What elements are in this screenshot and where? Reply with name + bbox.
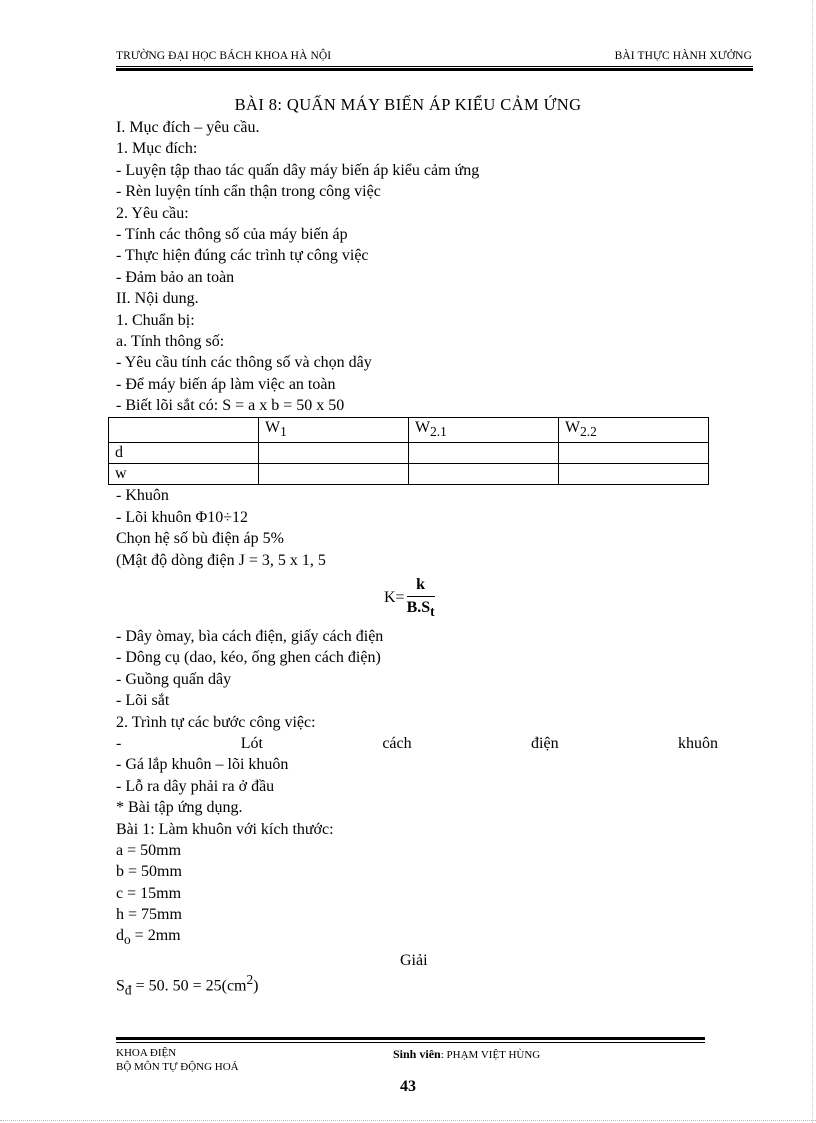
formula-k [384, 576, 435, 620]
text-line: - Đảm bảo an toàn [116, 268, 235, 286]
footer-subdept: BỘ MÔN TỰ ĐỘNG HOÁ [116, 1060, 239, 1073]
table-cell [259, 464, 409, 485]
text-line: b = 50mm [116, 863, 182, 881]
text-line: 1. Mục đích: [116, 140, 198, 158]
text-line: 1. Chuẩn bị: [116, 311, 195, 329]
header-rule-thin [116, 66, 753, 67]
formula-fraction [407, 576, 435, 620]
text-line-d0: $d_o = 2mm$ [116, 927, 181, 948]
text-line: - Biết lõi sắt có: S = a x b = 50 x 50 [116, 397, 345, 415]
text-line: - Yêu cầu tính các thông số và chọn dây [116, 354, 372, 372]
parameter-table [108, 417, 709, 485]
text-line: Bài 1: Làm khuôn với kích thước: [116, 820, 334, 838]
text-line: - Dây òmay, bìa cách điện, giấy cách điện [116, 628, 384, 645]
text-line: - Luyện tập thao tác quấn dây máy biến áp kiểu cảm ứng [116, 161, 480, 179]
page-title: BÀI 8: QUẤN MÁY BIẾN ÁP KIỂU CẢM ỨNG [234, 95, 582, 114]
footer-dept: KHOA ĐIỆN [116, 1047, 177, 1059]
formula-numerator: k [407, 576, 435, 597]
student-name: : PHẠM VIỆT HÙNG [440, 1049, 541, 1061]
content-block-bottom [116, 626, 718, 947]
text-line: - Khuôn [116, 487, 169, 504]
page-number: 43 [400, 1078, 416, 1095]
text-line: a = 50mm [116, 841, 182, 859]
content-block-top [116, 117, 716, 416]
area-formula: $S_đ = 50$. $50 = 25(cm^2)$ [116, 972, 259, 998]
table-cell [559, 443, 709, 464]
text-line: a. Tính thông số: [116, 332, 225, 350]
justified-word: Lót [240, 734, 263, 752]
table-cell: w [109, 464, 259, 485]
text-line: - Lõi sắt [116, 692, 170, 710]
page-edge-vertical [812, 0, 813, 1123]
header-course: BÀI THỰC HÀNH XƯỞNG [614, 50, 752, 62]
text-line: - Lõi khuôn Φ10÷12 [116, 508, 249, 526]
table-header-cell: $W_{2.2}$ [559, 418, 709, 443]
table-cell [409, 443, 559, 464]
text-line: - Rèn luyện tính cẩn thận trong công việc [116, 183, 381, 201]
text-line: - Để máy biến áp làm việc an toàn [116, 375, 336, 393]
table-cell [409, 464, 559, 485]
text-line: - Dông cụ (dao, kéo, ống ghen cách điện) [116, 649, 381, 667]
text-line: - Gá lắp khuôn – lõi khuôn [116, 756, 289, 774]
footer-rule-thick [116, 1037, 705, 1040]
page-edge-dotted [0, 1120, 816, 1121]
text-line: c = 15mm [116, 884, 182, 902]
text-line: * Bài tập ứng dụng. [116, 799, 243, 817]
formula-denominator: $B.S_t$ [406, 599, 435, 620]
text-line: I. Mục đích – yêu cầu. [116, 119, 260, 136]
student-label: Sinh viên [393, 1047, 441, 1061]
text-line: (Mật độ dòng điện J = 3, 5 x 1, 5 [116, 551, 326, 569]
table-cell: d [109, 443, 259, 464]
table-header-cell [109, 418, 259, 443]
formula-lhs: K= [384, 588, 405, 606]
justified-word: cách [382, 734, 412, 752]
footer-student [393, 1047, 540, 1062]
footer-department [116, 1047, 239, 1074]
text-line: - Guồng quấn dây [116, 670, 232, 688]
justified-word: - [116, 734, 122, 752]
table-header-row [109, 418, 709, 443]
table-cell [559, 464, 709, 485]
text-line: - Tính các thông số của máy biến áp [116, 225, 348, 243]
table-cell [259, 443, 409, 464]
header-rule-thick [116, 68, 753, 71]
text-line: 2. Trình tự các bước công việc: [116, 713, 316, 731]
table-row [109, 443, 709, 464]
justified-word: khuôn [677, 734, 718, 752]
text-line: 2. Yêu cầu: [116, 204, 189, 222]
header-school: TRƯỜNG ĐẠI HỌC BÁCH KHOA HÀ NỘI [116, 50, 332, 62]
text-line: II. Nội dung. [116, 290, 199, 308]
text-line: h = 75mm [116, 906, 182, 924]
table-header-cell: $W_{2.1}$ [409, 418, 559, 443]
footer-rule-thin [116, 1042, 705, 1043]
text-line: - Lỗ ra dây phải ra ở đầu [116, 777, 275, 795]
justified-word: điện [531, 734, 559, 752]
table-header-cell: $W_1$ [259, 418, 409, 443]
table-row [109, 464, 709, 485]
text-line: Chọn hệ số bù điện áp 5% [116, 530, 284, 548]
justified-line [116, 733, 718, 754]
content-block-mid [116, 485, 716, 571]
text-line: - Thực hiện đúng các trình tự công việc [116, 247, 369, 265]
solution-heading: Giải [400, 952, 428, 969]
